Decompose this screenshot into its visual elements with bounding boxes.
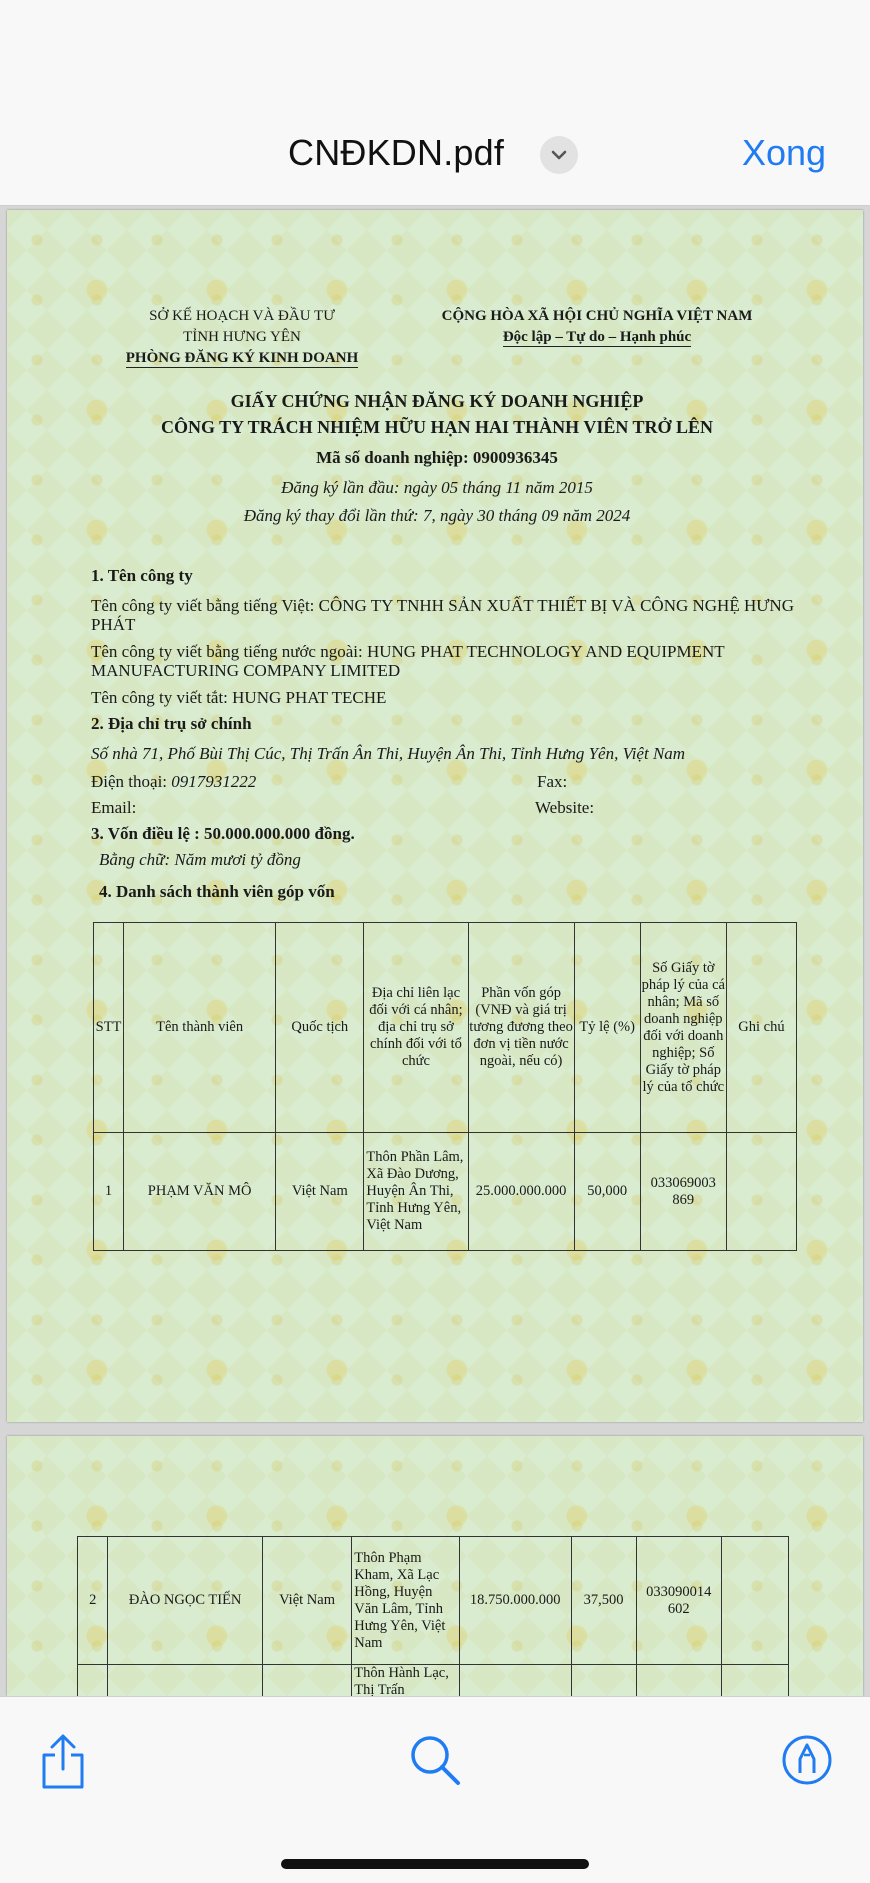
table-row bbox=[94, 1133, 797, 1251]
viewer-header bbox=[0, 0, 870, 206]
first-registration: Đăng ký lần đầu: ngày 05 tháng 11 năm 2015 bbox=[281, 478, 593, 497]
email-label: Email: bbox=[91, 798, 137, 817]
home-indicator[interactable] bbox=[281, 1859, 589, 1869]
col-member-name: Tên thành viên bbox=[124, 923, 276, 1133]
issuer-line-3: PHÒNG ĐĂNG KÝ KINH DOANH bbox=[125, 350, 359, 366]
markup-pen-icon bbox=[780, 1733, 834, 1787]
row2-name: ĐÀO NGỌC TIẾN bbox=[108, 1537, 262, 1665]
row1-legal-id: 033069003 869 bbox=[640, 1133, 726, 1251]
search-icon bbox=[408, 1733, 464, 1789]
table-header-row bbox=[94, 923, 797, 1133]
certificate-title-line-2: CÔNG TY TRÁCH NHIỆM HỮU HẠN HAI THÀNH VIÊN TRỞ LÊN bbox=[160, 417, 714, 437]
row2-note bbox=[721, 1537, 788, 1665]
pdf-page-2 bbox=[7, 1436, 863, 1696]
fax-label: Fax: bbox=[537, 772, 568, 791]
row1-stt: 1 bbox=[94, 1133, 124, 1251]
share-button[interactable] bbox=[38, 1733, 88, 1796]
section-1-heading: 1. Tên công ty bbox=[91, 566, 193, 585]
col-legal-id: Số Giấy tờ pháp lý của cá nhân; Mã số doanh nghiệp đối với doanh nghiệp; Số Giấy tờ pháp lý của tổ chức bbox=[640, 923, 726, 1133]
row3-capital bbox=[459, 1665, 571, 1697]
bottom-toolbar bbox=[0, 1696, 870, 1883]
row1-address: Thôn Phần Lâm, Xã Đào Dương, Huyện Ân Thi, Tỉnh Hưng Yên, Việt Nam bbox=[364, 1133, 468, 1251]
col-note: Ghi chú bbox=[726, 923, 796, 1133]
row2-stt: 2 bbox=[78, 1537, 108, 1665]
row3-name bbox=[108, 1665, 262, 1697]
issuer-line-2: TỈNH HƯNG YÊN bbox=[183, 329, 301, 345]
col-stt: STT bbox=[94, 923, 124, 1133]
table-row bbox=[78, 1665, 789, 1697]
charter-capital-words: Bằng chữ: Năm mươi tỷ đồng bbox=[99, 850, 301, 869]
website-label: Website: bbox=[535, 798, 595, 817]
table-row bbox=[78, 1537, 789, 1665]
col-capital: Phần vốn góp (VNĐ và giá trị tương đương theo đơn vị tiền nước ngoài, nếu có) bbox=[468, 923, 574, 1133]
col-nationality: Quốc tịch bbox=[276, 923, 364, 1133]
issuer-line-1: SỞ KẾ HOẠCH VÀ ĐẦU TƯ bbox=[149, 308, 335, 324]
markup-button[interactable] bbox=[780, 1733, 834, 1792]
search-button[interactable] bbox=[408, 1733, 464, 1794]
national-header bbox=[407, 306, 787, 348]
row1-ratio: 50,000 bbox=[574, 1133, 640, 1251]
company-name-vn: Tên công ty viết bằng tiếng Việt: CÔNG TY TNHH SẢN XUẤT THIẾT BỊ VÀ CÔNG NGHỆ HƯNG PHÁT bbox=[91, 596, 794, 634]
phone-label: Điện thoại: bbox=[91, 772, 168, 791]
row2-capital: 18.750.000.000 bbox=[459, 1537, 571, 1665]
col-address: Địa chỉ liên lạc đối với cá nhân; địa chỉ trụ sở chính đối với tổ chức bbox=[364, 923, 468, 1133]
row1-capital: 25.000.000.000 bbox=[468, 1133, 574, 1251]
phone-row bbox=[91, 772, 811, 791]
col-ratio: Tỷ lệ (%) bbox=[574, 923, 640, 1133]
chevron-down-icon bbox=[549, 145, 569, 165]
row3-stt bbox=[78, 1665, 108, 1697]
document-title[interactable]: CNĐKDN.pdf bbox=[288, 132, 505, 173]
row2-nationality: Việt Nam bbox=[262, 1537, 351, 1665]
done-button[interactable]: Xong bbox=[742, 132, 827, 173]
pdf-page-1 bbox=[7, 210, 863, 1422]
section-2-heading: 2. Địa chỉ trụ sở chính bbox=[91, 714, 252, 733]
row2-ratio: 37,500 bbox=[571, 1537, 636, 1665]
certificate-title bbox=[67, 388, 807, 440]
company-name-foreign: Tên công ty viết bằng tiếng nước ngoài: HUNG PHAT TECHNOLOGY AND EQUIPMENT MANUFACTURING COMPANY LIMITED bbox=[91, 642, 725, 680]
row2-address: Thôn Phạm Kham, Xã Lạc Hồng, Huyện Văn Lâm, Tỉnh Hưng Yên, Việt Nam bbox=[352, 1537, 460, 1665]
row3-address: Thôn Hành Lạc, Thị Trấn bbox=[352, 1665, 460, 1697]
national-title: CỘNG HÒA XÃ HỘI CHỦ NGHĨA VIỆT NAM bbox=[441, 308, 753, 324]
certificate-title-line-1: GIẤY CHỨNG NHẬN ĐĂNG KÝ DOANH NGHIỆP bbox=[230, 391, 644, 411]
row3-legal-id bbox=[636, 1665, 721, 1697]
row3-nationality bbox=[262, 1665, 351, 1697]
row1-name: PHẠM VĂN MÔ bbox=[124, 1133, 276, 1251]
change-registration: Đăng ký thay đổi lần thứ: 7, ngày 30 tháng 09 năm 2024 bbox=[243, 506, 631, 525]
national-motto: Độc lập – Tự do – Hạnh phúc bbox=[502, 329, 692, 345]
row1-nationality: Việt Nam bbox=[276, 1133, 364, 1251]
business-code: Mã số doanh nghiệp: 0900936345 bbox=[316, 448, 558, 467]
head-office-address: Số nhà 71, Phố Bùi Thị Cúc, Thị Trấn Ân Thi, Huyện Ân Thi, Tỉnh Hưng Yên, Việt Nam bbox=[91, 744, 686, 763]
members-table-continued bbox=[77, 1536, 789, 1696]
company-name-short: Tên công ty viết tắt: HUNG PHAT TECHE bbox=[91, 688, 387, 707]
share-icon bbox=[38, 1733, 88, 1791]
issuer-header bbox=[97, 306, 387, 369]
section-4-heading: 4. Danh sách thành viên góp vốn bbox=[99, 882, 335, 901]
row3-ratio bbox=[571, 1665, 636, 1697]
row1-note bbox=[726, 1133, 796, 1251]
row2-legal-id: 033090014 602 bbox=[636, 1537, 721, 1665]
phone-value: 0917931222 bbox=[171, 772, 257, 791]
members-table bbox=[93, 922, 797, 1251]
charter-capital: 3. Vốn điều lệ : 50.000.000.000 đồng. bbox=[91, 824, 355, 843]
title-menu-button[interactable] bbox=[540, 136, 578, 174]
row3-note bbox=[721, 1665, 788, 1697]
